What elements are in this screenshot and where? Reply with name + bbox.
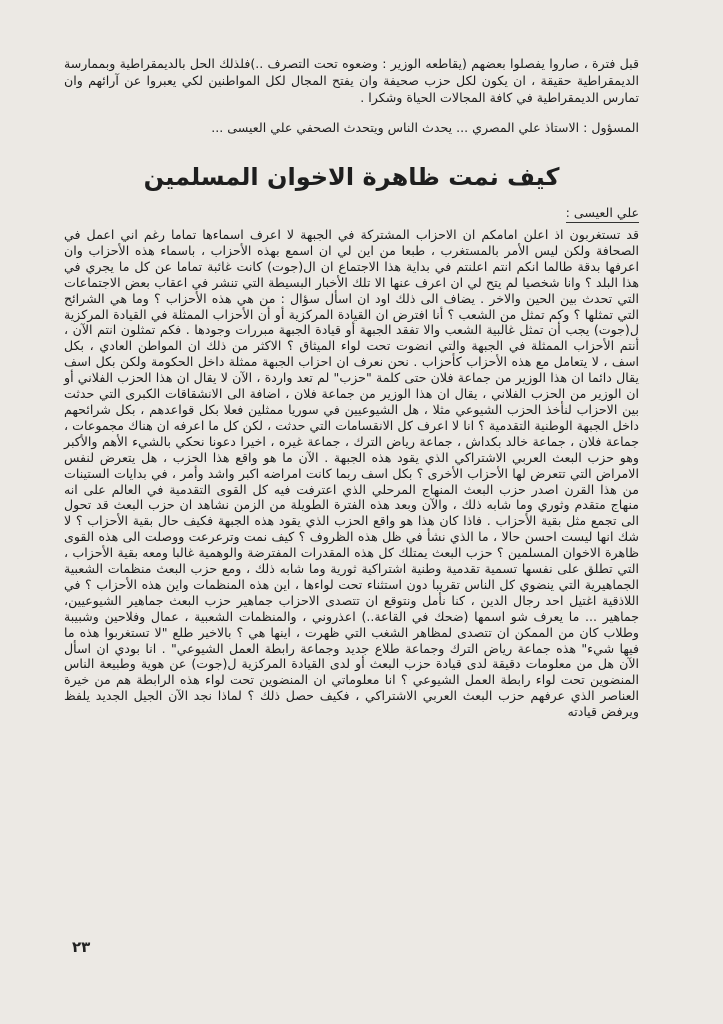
speaker-heading — [64, 202, 639, 227]
body-text: قد تستغربون اذ اعلن امامكم ان الاحزاب المشتركة في الجبهة لا اعرف اسماءها تماما رغم اني اعمل في الصحافة ولكن ليس الأمر بالمستغرب ، طبعا من اين لي ان اسمع بهذه الأحزاب ، باسماء هذه الأحزاب وان اعرفها بدقة طالما انكم انتم اعلنتم في بداية هذا الاجتماع ان ال(جوت) كانت غائبة تماما عن كل ما يجري في هذا البلد ؟ وانا شخصيا لم يتح لي ان اعرف عنها الا تلك الأخبار البسيطة التي تنشر في اعقاب بعض الاجتماعات التي تحدث بين الحين والاخر . يضاف الى ذلك اود ان اسأل سؤال : من هي هذه الأحزاب ؟ وما هي الشرائح التي تمثلها ؟ وكم تمثل من الشعب ؟ أنا افترض ان القيادة المركزية أو أن الأحزاب الممثلة في القيادة المركزية ل(جوت) يجب أن تمثل غالبية الشعب والا تفقد الجبهة أو قيادة الجبهة مبررات وجودها . فكم تمثلون انتم الآن ، أنتم الأحزاب الممثلة في الجبهة والتي انضوت تحت لواء الميثاق ؟ الاكثر من ذلك ان المواطن العادي ، بكل اسف ، لا يتعامل مع هذه الأحزاب كأحزاب . نحن نعرف ان احزاب الجبهة ممثلة داخل الحكومة ولكن بكل اسف يقال دائما ان هذا الوزير من جماعة فلان حتى كلمة "حزب" لم تعد واردة ، الآن لا يقال ان هذا الحزب الفلاني أو ان الوزير من الحزب الفلاني ، يقال ان هذا الوزير من جماعة فلان ، اضافة الى الانشقاقات الكبرى التي حدثت بين الاحزاب لنأخذ الحزب الشيوعي مثلا ، هل الشيوعيين في سوريا ممثلين فعلا بكل قواعدهم ، بكل شرائحهم داخل الجبهة الوطنية التقدمية ؟ انا لا اعرف كل الانقسامات التي حدثت ، لكن كل ما اعرفه ان هناك مجموعات ، جماعة فلان ، جماعة خالد بكداش ، جماعة رياض الترك ، جماعة غيره ، اخيرا دعونا نحكي بالشيء الأهم والأكبر وهو حزب البعث العربي الاشتراكي الذي يقود هذه الجبهة . الآن ما هو واقع هذا الحزب ، هل يتعرض لنفس الامراض التي تتعرض لها الأحزاب الأخرى ؟ بكل اسف ربما كانت امراضه اكبر واشد وأمر ، في بدايات الستينات من هذا القرن اصدر حزب البعث المنهاج المرحلي الذي اعترفت فيه كل القوى التقدمية في العالم على انه منهاج متقدم وثوري وما شابه ذلك ، والآن وبعد هذه الفترة الطويلة من الزمن نشاهد ان حزب البعث قد تحول الى تجمع مثل بقية الأحزاب . فاذا كان هذا هو واقع الحزب الذي يقود هذه الجبهة فكيف حال بقية الأحزاب ؟ لا شك انها ليست احسن حالا ، ما الذي نشأ في ظل هذه الظروف ؟ كيف نمت وترعرعت ووصلت الى هذه القوى ظاهرة الاخوان المسلمين ؟ حزب البعث يمتلك كل هذه المقدرات المفترضة والوهمية غالبا ومعه بقية الأحزاب ، التي تطلق على نفسها تسمية تقدمية وطنية اشتراكية ثورية وما شابه ذلك ، ومع حزب البعث منظمات الشعبية الجماهيرية التي ينضوي كل الناس تقريبا دون استثناء تحت لواءها ، اين هذه المنظمات واين هذه الأحزاب ؟ في اللاذقية اغتيل احد رجال الدين ، كنا نأمل ونتوقع ان تتصدى الاحزاب جماهير حزب البعث جماهير الشيوعيين، جماهير ... ما يعرف شو اسمها (ضحك في القاعة..) اعذروني ، والمنظمات الشعبية ، عمال وفلاحين وشبيبة وطلاب كان من الممكن ان تتصدى لمظاهر الشغب التي ظهرت ، اينها هي ؟ بالاخير طلع "لا تستغربوا هذه ما فيها شيء" هذه جماعة رياض الترك وجماعة طلاع جديد وجماعة رابطة العمل الشيوعي" . انا بودي ان اسأل الآن هل من معلومات دقيقة لدى قيادة حزب البعث أو لدى القيادة المركزية ل(جوت) عن هوية وطبيعة الناس المنضوين تحت لواء رابطة العمل الشيوعي ؟ انا معلوماتي ان المنضوين تحت لواء هذه الرابطة هم من خيرة العناصر الذي عرفهم حزب البعث العربي الاشتراكي ، فكيف حصل ذلك ؟ لماذا نجد الآن الجيل الجديد يلفظ ويرفض قيادته — [64, 227, 639, 720]
page-content — [64, 55, 639, 720]
section-title: كيف نمت ظاهرة الاخوان المسلمين — [143, 163, 560, 191]
speaker-name: علي العيسى : — [566, 205, 639, 223]
moderator-line — [64, 120, 639, 136]
moderator-label: المسؤول : — [583, 120, 639, 135]
intro-paragraph: قبل فترة ، صاروا يفصلوا بعضهم (يقاطعه الوزير : وضعوه تحت التصرف ..)فلذلك الحل بالديمقراطية وبممارسة الديمقراطية حقيقة ، ان يكون لكل حزب صحيفة وان يفتح المجال لكل المواطنين لكي يعبروا عن آرائهم وان تمارس الديمقراطية في كافة المجالات الحياة وشكرا . — [64, 56, 639, 105]
moderator-text: الاستاذ علي المصري ... يحدث الناس ويتحدث الصحفي علي العيسى ... — [211, 120, 580, 135]
page-number: ٢٣ — [72, 938, 91, 956]
